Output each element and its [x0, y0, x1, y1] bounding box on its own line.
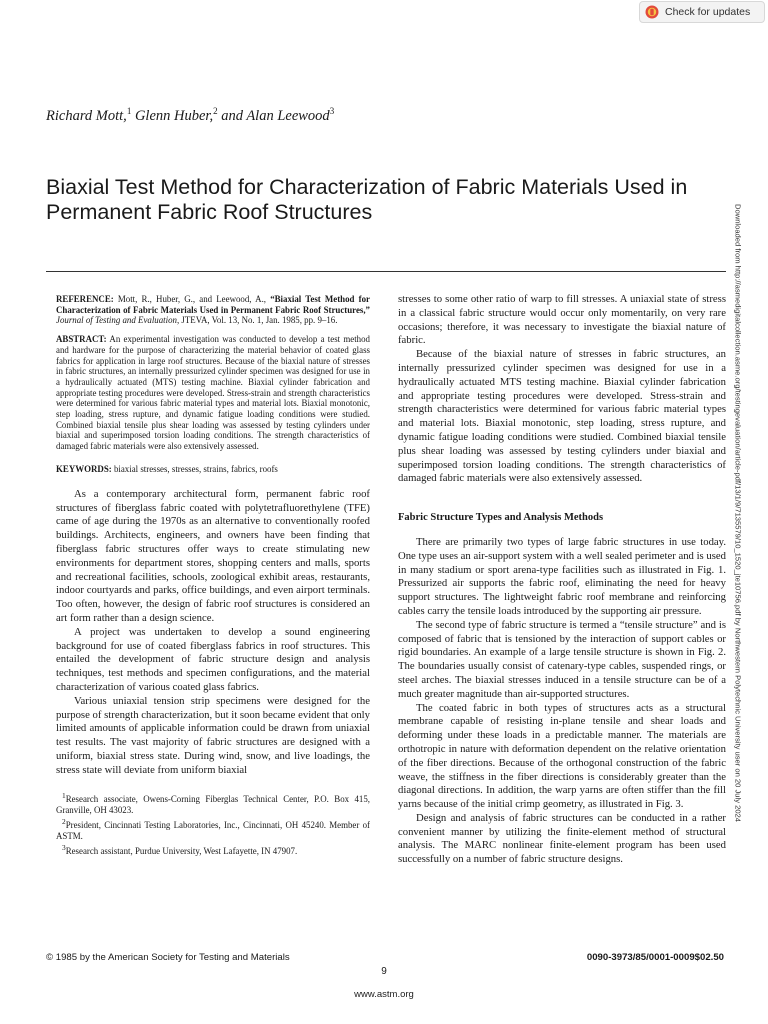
section-heading: Fabric Structure Types and Analysis Methods: [398, 512, 604, 524]
body-paragraph: stresses to some other ratio of warp to fill stresses. A uniaxial state of stress in a classical fabric structure would occur only momentarily, on very rare occasions; therefore, it was necessary to investigate the biaxial nature of fabric.: [398, 293, 726, 347]
check-for-updates-button[interactable]: [639, 1, 765, 23]
footnote: $^3$Research assistant, Purdue University, West Lafayette, IN 47907.: [62, 843, 298, 857]
body-paragraph: The second type of fabric structure is termed a “tensile structure” and is composed of fabric that is tensioned by the interaction of support cables or rigid boundaries. An example of a large tensile structure is shown in Fig. 2. The boundaries usually consist of catenary-type cables, suspended rings, or steel arches. The biaxial stresses induced in a tensile structure can be of a much greater magnitude than air-supported structures.: [398, 618, 726, 700]
copyright-notice: © 1985 by the American Society for Testing and Materials: [46, 952, 290, 963]
title-divider: [46, 271, 726, 272]
footnote: $^1$Research associate, Owens-Corning Fiberglas Technical Center, P.O. Box 415, Granville, OH 43023.: [56, 790, 370, 815]
body-paragraph: Design and analysis of fabric structures can be conducted in a rather convenient manner by utilizing the finite-element method of structural analysis. The MARC nonlinear finite-element program has been used successfully on a number of fabric structure designs.: [398, 811, 726, 866]
body-paragraph: The coated fabric in both types of structures acts as a structural membrane capable of resisting in-plane tensile and shear loads and deforming under these loads in a predictable manner. The materials are orthotropic in nature with deformation dependent on the relative orientation of the fiber directions. Because of the orthogonal construction of the fabric weave, the stiffness in the fiber directions is considerably greater than the diagonal directions. In addition, the warp yarns are often stiffer than the fill yarns because of the initial crimp geometry, as illustrated in Fig. 3.: [398, 701, 726, 811]
left-column: [56, 294, 370, 858]
footnote: $^2$President, Cincinnati Testing Laboratories, Inc., Cincinnati, OH 45240. Member of ASTM.: [56, 816, 370, 842]
author-list: Richard Mott,$^1$ Glenn Huber,$^2$ and Alan Leewood$^3$: [46, 106, 335, 124]
abstract-block: ABSTRACT: An experimental investigation was conducted to develop a test method and hardware for the purpose of characterizing the material behavior of coated glass fabrics for application in large roof structures. Because of the biaxial nature of stresses in fabric structures, an internally pressurized cylinder specimen was designed for use in a hydraulically actuated (MTS) testing machine. Biaxial cylinder fabrication and appropriate testing procedures were developed. Stress-strain and strength characteristics were determined for various fabric material types and material lots. Biaxial monotonic, step loading, stress rupture, and dynamic fatigue loading conditions were studied. Combined biaxial tensile plus shear loading was assessed by testing cylinders under biaxial and superimposed torsion loading conditions. The strength characteristics of damaged fabric materials were also extensively assessed.: [56, 334, 370, 452]
publisher-website-link[interactable]: www.astm.org: [354, 989, 414, 1000]
body-paragraph: Because of the biaxial nature of stresses in fabric structures, an internally pressurized cylinder specimen was designed for use in a hydraulically actuated MTS testing machine. Biaxial cylinder fabrication and appropriate testing procedures were developed. Stress-strain and strength characteristics were determined for various fabric material types and material lots. Biaxial monotonic, step loading, stress rupture, and dynamic fatigue loading conditions were studied. Combined biaxial tensile plus shear loading was assessed by testing cylinders under biaxial and superimposed torsion loading conditions. The strength characteristics of damaged fabric materials were also extensively assessed.: [398, 348, 726, 485]
body-paragraph: A project was undertaken to develop a sound engineering background for use of coated fiberglass fabrics in roof structures. This entailed the development of fabric structure design and analysis techniques, test methods and specimen configurations, and the material characterization of various coated glass fabrics.: [56, 625, 370, 693]
keywords-block: KEYWORDS: biaxial stresses, stresses, strains, fabrics, roofs: [56, 463, 278, 474]
article-code: 0090-3973/85/0001-0009$02.50: [586, 952, 724, 963]
check-for-updates-label: Check for updates: [665, 6, 751, 18]
footnotes: [56, 790, 370, 858]
intro-section: [56, 488, 370, 778]
check-for-updates-icon: [645, 5, 659, 19]
body-paragraph: There are primarily two types of large fabric structures in use today. One type uses an air-support system with a well sealed perimeter and is used in many stadium or sport arena-type facilities such as illustrated in Fig. 1. Pressurized air supports the fabric roof, eliminating the need for heavy support structures. The lightweight fabric roof membrane and reinforcing cables carry the tensile loads introduced by the supporting air pressure.: [398, 535, 726, 617]
paper-title: Biaxial Test Method for Characterization of Fabric Materials Used in Permanent Fabric Roof Structures: [46, 175, 688, 224]
body-paragraph: Various uniaxial tension strip specimens were designed for the purpose of strength characterization, but it soon became evident that only limited amounts of applicable information could be drawn from uniaxial test results. The vast majority of fabric structures are designed with a uniform, biaxial stress state. During wind, snow, and live loadings, the stress state will deviate from uniform biaxial: [56, 694, 370, 776]
download-watermark: Downloaded from http://asmedigitalcollection.asme.org/testingevaluation/article-pdf/13/1/9/7135579/10_1520_jte10756.pdf by Northwestern Polytechnic University user on 20 July 2024: [733, 203, 743, 822]
right-column: [398, 293, 726, 867]
body-paragraph: As a contemporary architectural form, permanent fabric roof structures of fiberglass fabric coated with polytetrafluorethylene (TFE) came of age during the 1970s as an alternative to conventionally roofed buildings. Architects, engineers, and owners have been finding that fiberglass fabric structures offer ways to create stimulating new environments for department stores, shopping centers and malls, sports and recreational facilities, schools, zoological exhibit areas, restaurants, indoor courtyards and parks, office buildings, and even airport terminals. Too often, however, the design of fabric roof structures is considered an art form rather than a design science.: [56, 487, 370, 625]
reference-block: REFERENCE: Mott, R., Huber, G., and Leewood, A., “Biaxial Test Method for Characterization of Fabric Materials Used in Permanent Fabric Roof Structures,” Journal of Testing and Evaluation, JTEVA, Vol. 13, No. 1, Jan. 1985, pp. 9–16.: [56, 294, 370, 326]
page-number: 9: [381, 966, 387, 977]
